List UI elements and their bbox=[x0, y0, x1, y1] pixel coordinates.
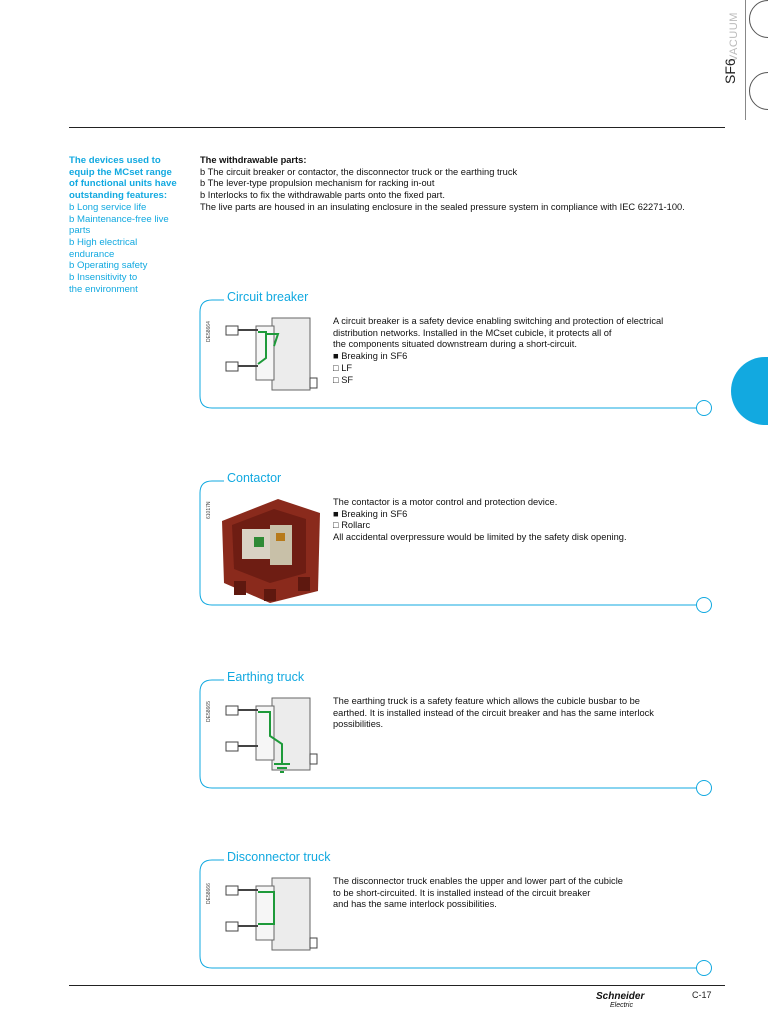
section-line: The contactor is a motor control and protection device. bbox=[333, 497, 558, 507]
section-line: distribution networks. Installed in the MCset cubicle, it protects all of bbox=[333, 327, 612, 338]
tab-label-sf6: SF6 bbox=[722, 58, 738, 84]
section-line: The disconnector truck enables the upper and lower part of the cubicle bbox=[333, 876, 623, 886]
sidebar-heading-line: The devices used to bbox=[69, 155, 161, 166]
sidebar-heading-line: equip the MCset range bbox=[69, 166, 172, 178]
tab-divider bbox=[745, 0, 746, 120]
intro-title: The withdrawable parts: bbox=[200, 155, 307, 165]
header-rule bbox=[69, 127, 725, 128]
intro-block bbox=[200, 155, 720, 214]
figure-code: 61017N bbox=[206, 501, 212, 519]
section-circuit-breaker bbox=[200, 290, 710, 400]
section-line: □ Rollarc bbox=[333, 520, 371, 531]
disconnector-truck-diagram bbox=[212, 874, 322, 956]
earthing-truck-diagram bbox=[212, 694, 322, 776]
section-line: □ SF bbox=[333, 374, 354, 385]
brand-logo: Schneider bbox=[596, 991, 645, 1002]
section-contactor bbox=[200, 471, 710, 581]
section-line: and has the same interlock possibilities. bbox=[333, 899, 497, 910]
sidebar-item: b Operating safety bbox=[69, 260, 148, 272]
section-line: possibilities. bbox=[333, 719, 384, 730]
section-line: the components situated downstream during a short-circuit. bbox=[333, 339, 577, 350]
sidebar-item: the environment bbox=[69, 283, 138, 295]
chapter-tab bbox=[731, 357, 768, 425]
features-sidebar bbox=[69, 155, 189, 295]
section-line: A circuit breaker is a safety device enabling switching and protection of electrical bbox=[333, 316, 664, 326]
section-line: to be short-circuited. It is installed instead of the circuit breaker bbox=[333, 887, 591, 898]
intro-line: b The lever-type propulsion mechanism for racking in-out bbox=[200, 178, 435, 189]
section-body bbox=[333, 497, 723, 544]
section-line: □ LF bbox=[333, 362, 353, 373]
footer-rule bbox=[69, 985, 725, 986]
intro-line: b The circuit breaker or contactor, the disconnector truck or the earthing truck bbox=[200, 166, 518, 177]
section-body bbox=[333, 876, 723, 911]
section-title: Circuit breaker bbox=[227, 290, 309, 304]
sidebar-item: b Long service life bbox=[69, 201, 147, 213]
sidebar-item: b High electrical bbox=[69, 236, 138, 248]
sidebar-item: parts bbox=[69, 225, 91, 237]
tab-marker-circle bbox=[749, 72, 768, 110]
section-line: The earthing truck is a safety feature which allows the cubicle busbar to be bbox=[333, 696, 640, 706]
circuit-breaker-diagram bbox=[212, 314, 322, 394]
tab-label-vacuum: VACUUM bbox=[728, 12, 740, 62]
sidebar-item: endurance bbox=[69, 248, 115, 260]
section-body bbox=[333, 316, 723, 386]
section-title: Earthing truck bbox=[227, 670, 305, 684]
section-body bbox=[333, 696, 723, 731]
contactor-photo bbox=[214, 495, 329, 605]
figure-code: DE58665 bbox=[206, 701, 212, 722]
section-title: Contactor bbox=[227, 471, 282, 485]
section-line: ■ Breaking in SF6 bbox=[333, 351, 408, 362]
section-line: ■ Breaking in SF6 bbox=[333, 508, 408, 519]
page-number: C-17 bbox=[692, 990, 712, 1000]
sidebar-heading-line: of functional units have bbox=[69, 178, 177, 190]
sidebar-item: b Insensitivity to bbox=[69, 272, 138, 284]
section-line: All accidental overpressure would be limited by the safety disk opening. bbox=[333, 532, 627, 543]
intro-line: b Interlocks to fix the withdrawable parts onto the fixed part. bbox=[200, 190, 445, 201]
section-earthing-truck bbox=[200, 670, 710, 780]
sidebar-heading-line: outstanding features: bbox=[69, 190, 168, 202]
sidebar-item: b Maintenance-free live bbox=[69, 213, 169, 225]
brand-logo-sub: Electric bbox=[610, 1002, 633, 1009]
tab-marker-circle bbox=[749, 0, 768, 38]
figure-code: DE58664 bbox=[206, 321, 212, 342]
section-line: earthed. It is installed instead of the circuit breaker and has the same interlock bbox=[333, 707, 654, 718]
section-disconnector-truck bbox=[200, 850, 710, 960]
intro-line: The live parts are housed in an insulating enclosure in the sealed pressure system in compliance with IEC 62271-100. bbox=[200, 201, 685, 212]
section-title: Disconnector truck bbox=[227, 850, 331, 864]
figure-code: DE58666 bbox=[206, 883, 212, 904]
